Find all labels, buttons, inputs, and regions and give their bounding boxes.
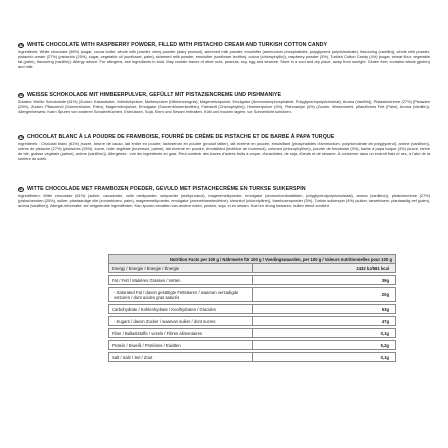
nutrition-value: 2432 kJ/581 kcal — [252, 264, 396, 273]
section-dutch-heading — [18, 186, 430, 192]
nutrition-label: Salt / Salz / Sel / Zout — [109, 353, 253, 362]
nutrition-table — [108, 254, 396, 362]
nutrition-row-carbohydrate — [109, 305, 396, 314]
nutrition-header-row — [109, 255, 396, 264]
nutrition-row-energy — [109, 264, 396, 273]
nutrition-header-label: Nutrition Facts per 100 g / Nährwerte für 100 g / Voedingswaarden, per 100 g / Valeurs nutritionnelles pour 100 g — [109, 255, 396, 264]
nutrition-label: Fat / Fett / Matières Grasses / Vetten — [109, 276, 253, 285]
nutrition-value: 39g — [252, 276, 396, 285]
nutrition-label: Carbohydrate / Kohlenhydrate / Koolhydraten / Glucides — [109, 305, 253, 314]
nutrition-value: 47g — [252, 317, 396, 326]
language-flag-icon: DE — [18, 92, 24, 97]
section-german-title: WEISSE SCHOKOLADE MIT HIMBEERPULVER, GEFÜLLT MIT PISTAZIENCREME UND PISHMANIYE — [27, 92, 282, 98]
section-english-heading — [18, 42, 430, 48]
section-english-title: WHITE CHOCOLATE WITH RASPBERRY POWDER, FILLED WITH PISTACHIO CREAM AND TURKISH COTTON CANDY — [27, 42, 328, 48]
section-french-heading — [18, 134, 430, 140]
nutrition-row-fiber — [109, 329, 396, 338]
nutrition-row-salt — [109, 353, 396, 362]
section-german-ingredients: Zutaten: Weiße Schokolade (61%) (Zucker, Kakaobutter, Vollmilchpulver, Molkenpulver (Milcherzeugnis), Magermilchpulver, Emulgator (Ammoniumphosphatide, Polyglycerinpolyricinoleat), Aroma (Vanillin)), Pistazienkreme (27%) (Pistazien (25%), Zucker, Pflanzenöl (Sonnenblume, Palm), Magermilchpulver, Emulgator (Sonnenblumenlecithin), Farbstoff (Chlorophyllin)), Himbeerpulver (3%), Pishmaniye (4%) (Zucker, Weizenmehl, pflanzliches Fett (Palm), Aroma (Vanillin)). Allergenhinweis: Kann Spuren von anderen Schalenfrüchten, Erdnüssen, Soja, Eiern und Sesam enthalten. Kühl und trocken lagern, vor Sonnenlicht schützen. — [18, 99, 430, 115]
nutrition-value: 53g — [252, 305, 396, 314]
section-german — [18, 92, 430, 114]
nutrition-row-protein — [109, 341, 396, 350]
nutrition-value: 20g — [252, 288, 396, 302]
nutrition-label: - Saturated Fat / davon gesättigte Fettsäuren / waarvan verzadigde vetzuren / dont acides gras saturés — [109, 288, 253, 302]
nutrition-label: Protein / Eiweiß / Protéines / Eiwitten — [109, 341, 253, 350]
language-flag-icon: FR — [18, 134, 24, 139]
nutrition-value: 0,1g — [252, 353, 396, 362]
section-german-heading — [18, 92, 430, 98]
nutrition-row-saturated-fat — [109, 288, 396, 302]
section-french-title: CHOCOLAT BLANC À LA POUDRE DE FRAMBOISE, FOURRÉ DE CRÈME DE PISTACHE ET DE BARBE À PAPA TURQUE — [27, 134, 335, 140]
section-dutch-ingredients: Ingrediënten: Witte chocolade (61%) (suiker, cacaoboter, volle melkpoeder, weipoeder (melkproduct), mageremelkpoeder, emulgator (ammoniumfosfatiden, polyglycerolpolyricinoleaat), aroma (vanilline)), pistachecrème (27%) (pistachenoten (25%), suiker, plantaardige olie (zonnebloem, palm), mageremelkpoeder, emulgator (zonnebloemlecithine), kleurstof (chlorofylline)), frambozenpoeder (3%), Turkse suikerspin (4%) (suiker, tarwebloem, plantaardig vet (palm), aroma (vanilline)). Allergie-informatie: zie vetgedrukte ingrediënten. Kan sporen bevatten van andere noten, pinda's, soja, ei en sesam. Koel en droog bewaren, buiten direct zonlicht. — [18, 193, 430, 209]
section-french-ingredients: Ingrédients : Chocolat blanc (61%) (sucre, beurre de cacao, lait entier en poudre, lactosérum en poudre (produit laitier), lait écrémé en poudre, émulsifiant (phosphatides d'ammonium, polyricinoléate de polyglycérol), arôme (vanilline)), crème de pistache (27%) (pistaches (25%), sucre, huile végétale (tournesol, palme), lait écrémé en poudre, émulsifiant (lécithine de tournesol), colorant (chlorophylline)), poudre de framboise (3%), barbe à papa turque (4%) (sucre, farine de blé, graisse végétale (palme), arôme (vanilline)). Allergènes : voir les ingrédients en gras. Peut contenir des traces d'autres fruits à coque, d'arachides, de soja, d'œufs et de sésame. À conserver dans un endroit frais et sec, à l'abri de la lumière du soleil. — [18, 141, 430, 162]
nutrition-label: Fiber / Ballaststoffe / vezels / Fibres alimentaires — [109, 329, 253, 338]
language-flag-icon: EN — [18, 42, 24, 47]
nutrition-label: Energy / Energie / Energie / Énergie — [109, 264, 253, 273]
nutrition-value: 0,1g — [252, 329, 396, 338]
section-french — [18, 134, 430, 161]
section-dutch-title: WITTE CHOCOLADE MET FRAMBOZEN POEDER, GEVULD MET PISTACHECRÈME EN TURKSE SUIKERSPIN — [27, 186, 306, 192]
nutrition-row-fat — [109, 276, 396, 285]
nutrition-label: - Sugars / davon Zucker / waarvan suiker / dont sucres — [109, 317, 253, 326]
nutrition-row-sugars — [109, 317, 396, 326]
section-english-ingredients: Ingredients: White chocolate (56%) (sugar, cocoa butter, whole milk powder, whey powder (dairy product), skimmed milk powder, emulsifier (ammonium phosphatides, polyglycerol polyricinoleate), flavouring (vanillin)), whole milk powder, pistachio cream (27%) (pistachio (25%), sugar, vegetable oil (sunflower, palm), skimmed milk powder, emulsifier (sunflower lecithin), colour (chlorophyllin)), raspberry powder (3%), Turkish Cotton Candy (4%) (sugar, wheat flour, vegetable fat (palm), flavouring (vanillin)). Allergy advice: For allergens, see ingredients in bold. May contain traces of other nuts, peanuts, soy, egg and sesame. Store in a cool and dry place, away from sunlight. Gluten free; contains wheat (gluten) and milk. — [18, 49, 430, 70]
section-english — [18, 42, 430, 69]
nutrition-value: 5,2g — [252, 341, 396, 350]
section-dutch — [18, 186, 430, 208]
language-flag-icon: NL — [18, 186, 24, 191]
